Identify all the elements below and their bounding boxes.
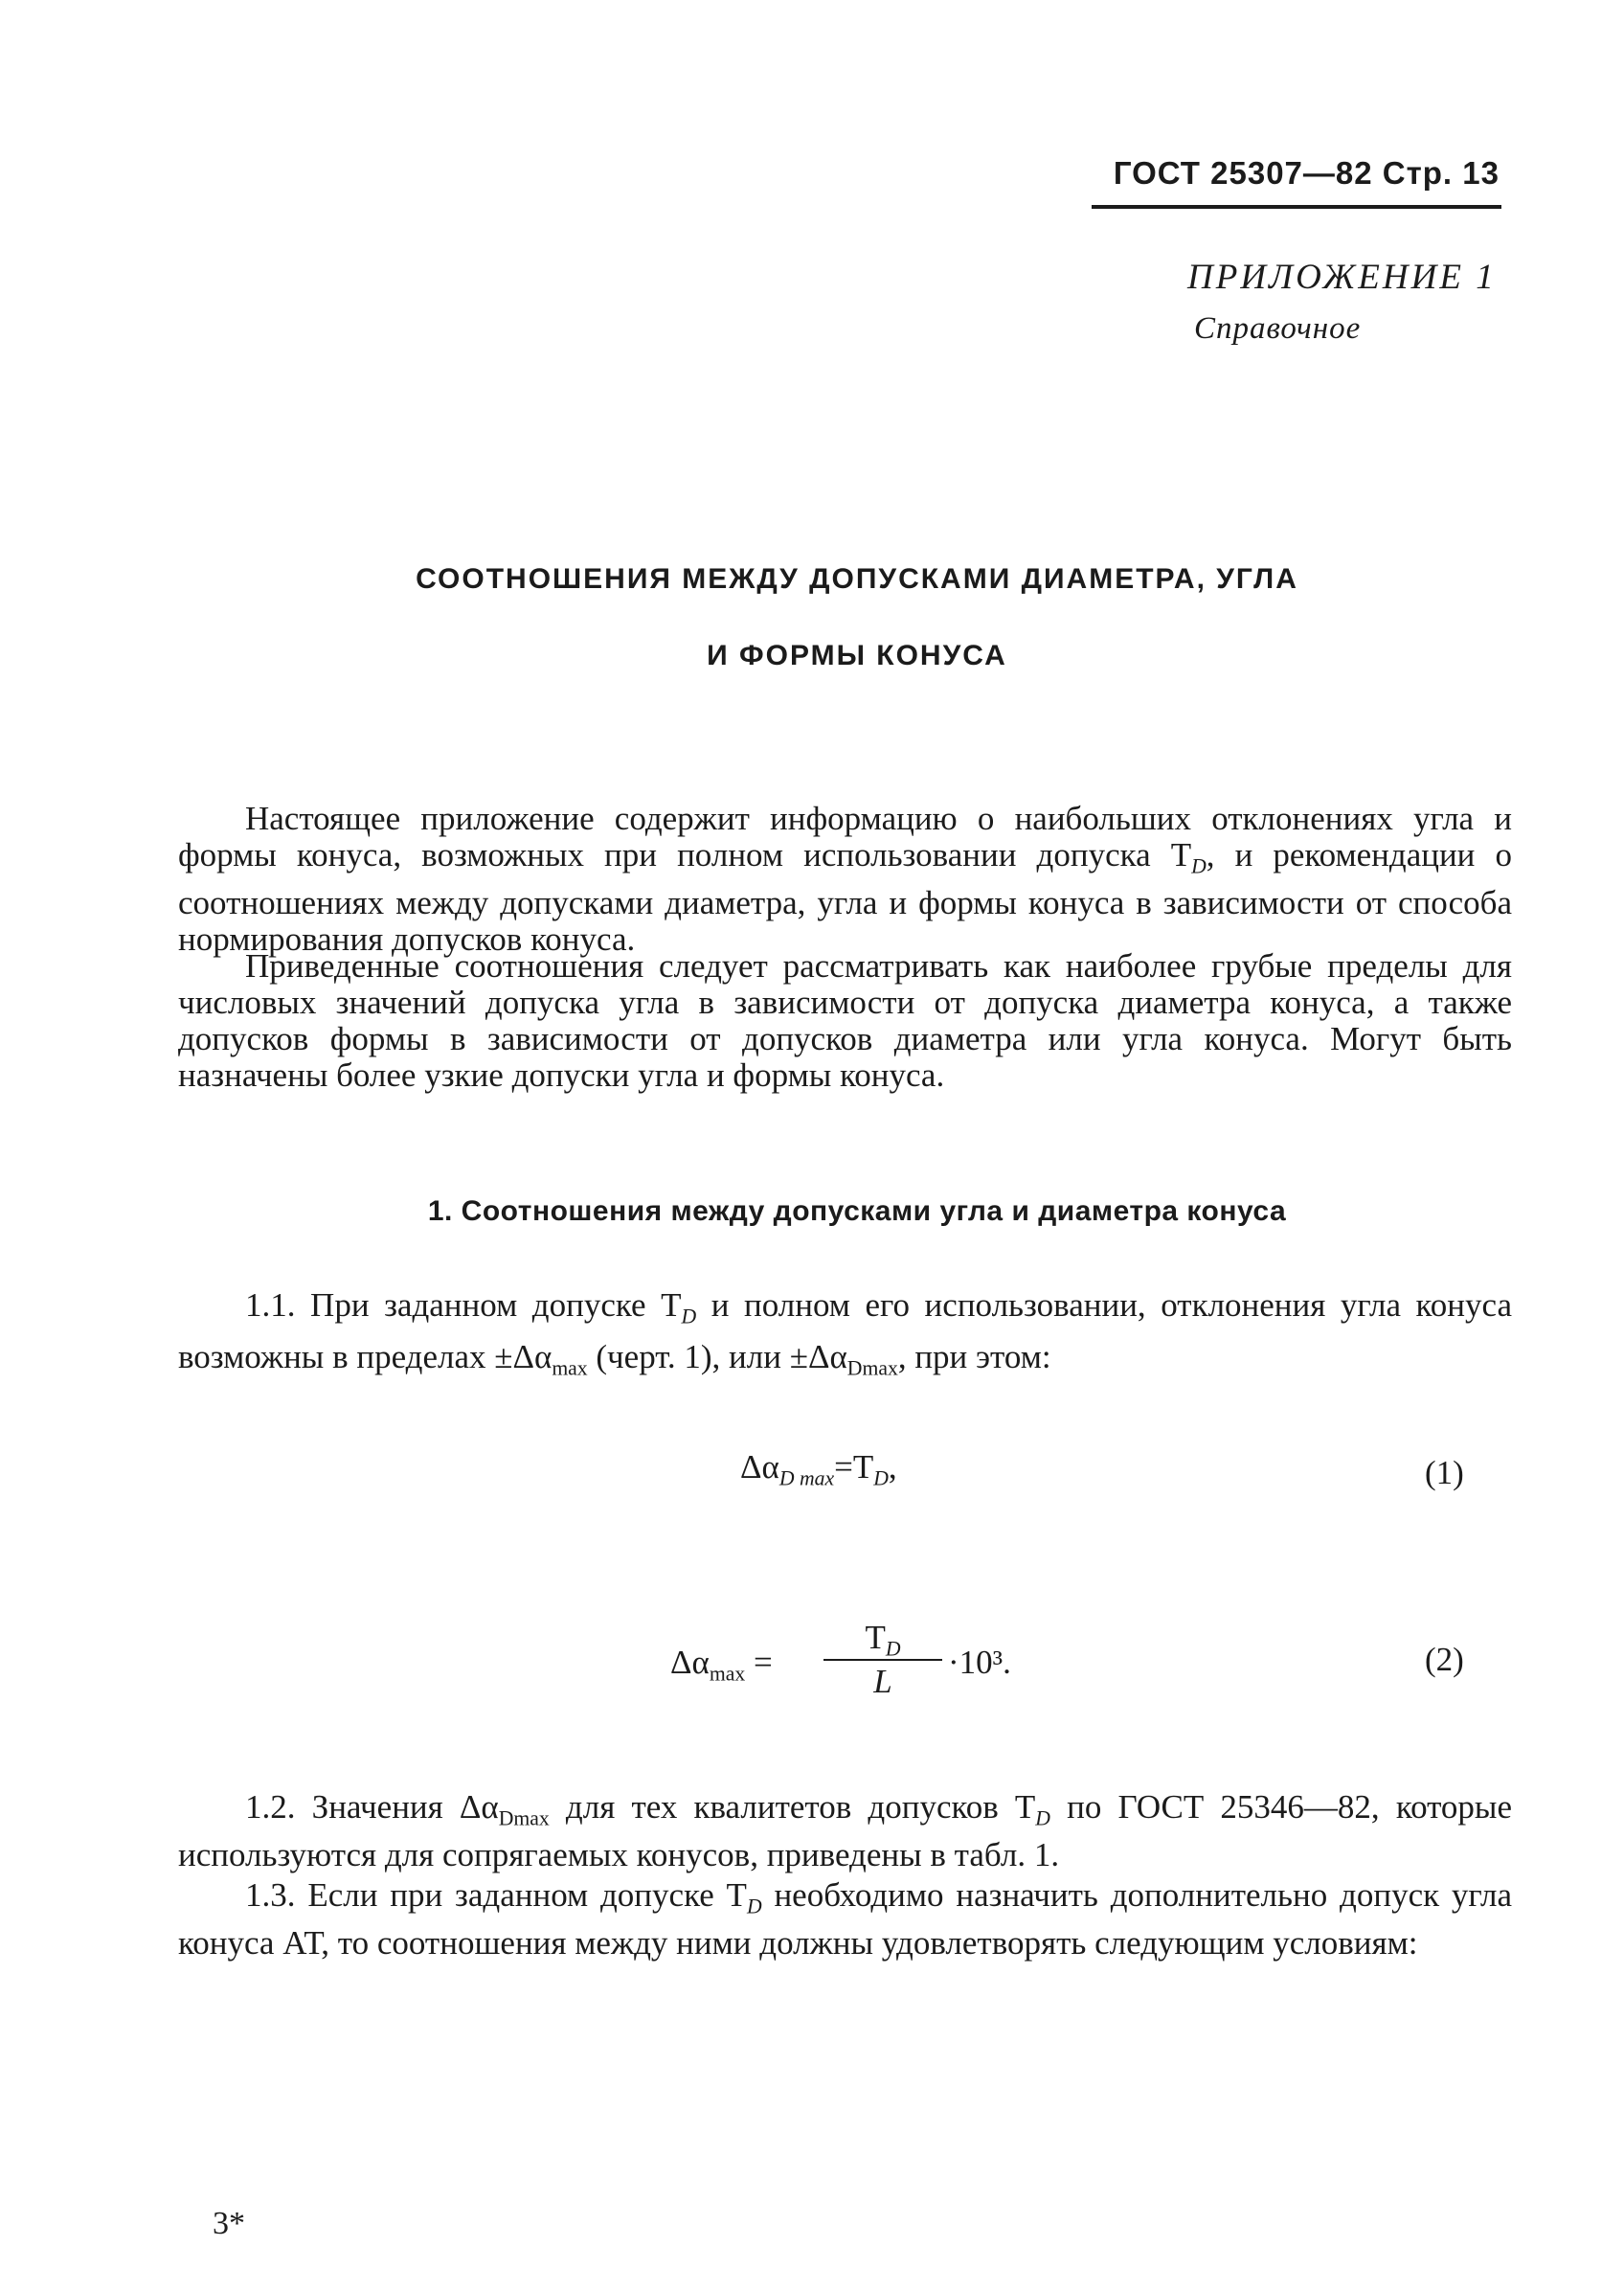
title-line-1: СООТНОШЕНИЯ МЕЖДУ ДОПУСКАМИ ДИАМЕТРА, УГЛА <box>416 563 1298 595</box>
intro-paragraph-1: Настоящее приложение содержит информацию о наибольших отклонениях угла и формы конуса, возможных при полном использовании допуска $T_D$, и рекомендации о соотношениях между допусками диаметра, угла и формы конуса в зависимости от способа нормирования допусков конуса. <box>178 800 1512 958</box>
formula-1-number: (1) <box>1425 1454 1464 1491</box>
clause-1-2: 1.2. Значения $\Delta\alpha_{Dmax}$ для тех квалитетов допусков $T_D$ по ГОСТ 25346—82, которые используются для сопрягаемых конусов, приведены в табл. 1. <box>178 1788 1512 1873</box>
formula-2-number: (2) <box>1425 1641 1464 1678</box>
intro-paragraph-2: Приведенные соотношения следует рассматривать как наиболее грубые пределы для числовых значений допуска угла в зависимости от допуска диаметра конуса, а также допусков формы в зависимости от допусков диаметра или угла конуса. Могут быть назначены более узкие допуски угла и формы конуса. <box>178 947 1512 1094</box>
signature-mark: 3* <box>213 2206 245 2241</box>
section-heading: 1. Соотношения между допусками угла и диаметра конуса <box>427 1195 1287 1227</box>
standard-number: ГОСТ 25307—82 <box>1113 155 1373 191</box>
running-header <box>1092 155 1500 192</box>
formula-2-multiplier: ·10³. <box>948 1644 1011 1681</box>
formula-2-fraction <box>823 1619 942 1701</box>
clause-1-3: 1.3. Если при заданном допуске $T_D$ необходимо назначить дополнительно допуск угла конуса АТ, то соотношения между ними должны удовлетворять следующим условиям: <box>178 1876 1513 1962</box>
appendix-status: Справочное <box>1194 311 1362 346</box>
page-prefix: Стр. <box>1382 155 1454 191</box>
header-rule <box>1092 205 1501 209</box>
clause-1-1: 1.1. При заданном допуске $T_D$ и полном его использовании, отклонения угла конуса возможны в пределах $\pm\Delta\alpha_{max}$ (черт. 1), или $\pm\Delta\alpha_{Dmax}$, при этом: <box>178 1286 1512 1380</box>
fraction-numerator: $T_D$ <box>865 1619 901 1661</box>
fraction-denominator: L <box>873 1663 892 1700</box>
page-number: 13 <box>1462 155 1500 191</box>
appendix-label: ПРИЛОЖЕНИЕ 1 <box>1187 258 1497 297</box>
formula-2-lhs: $\Delta\alpha_{max}$ = <box>670 1644 773 1686</box>
title-line-2: И ФОРМЫ КОНУСА <box>707 640 1007 671</box>
formula-1: $\Delta\alpha_{D max}=T_D$, <box>740 1448 897 1490</box>
